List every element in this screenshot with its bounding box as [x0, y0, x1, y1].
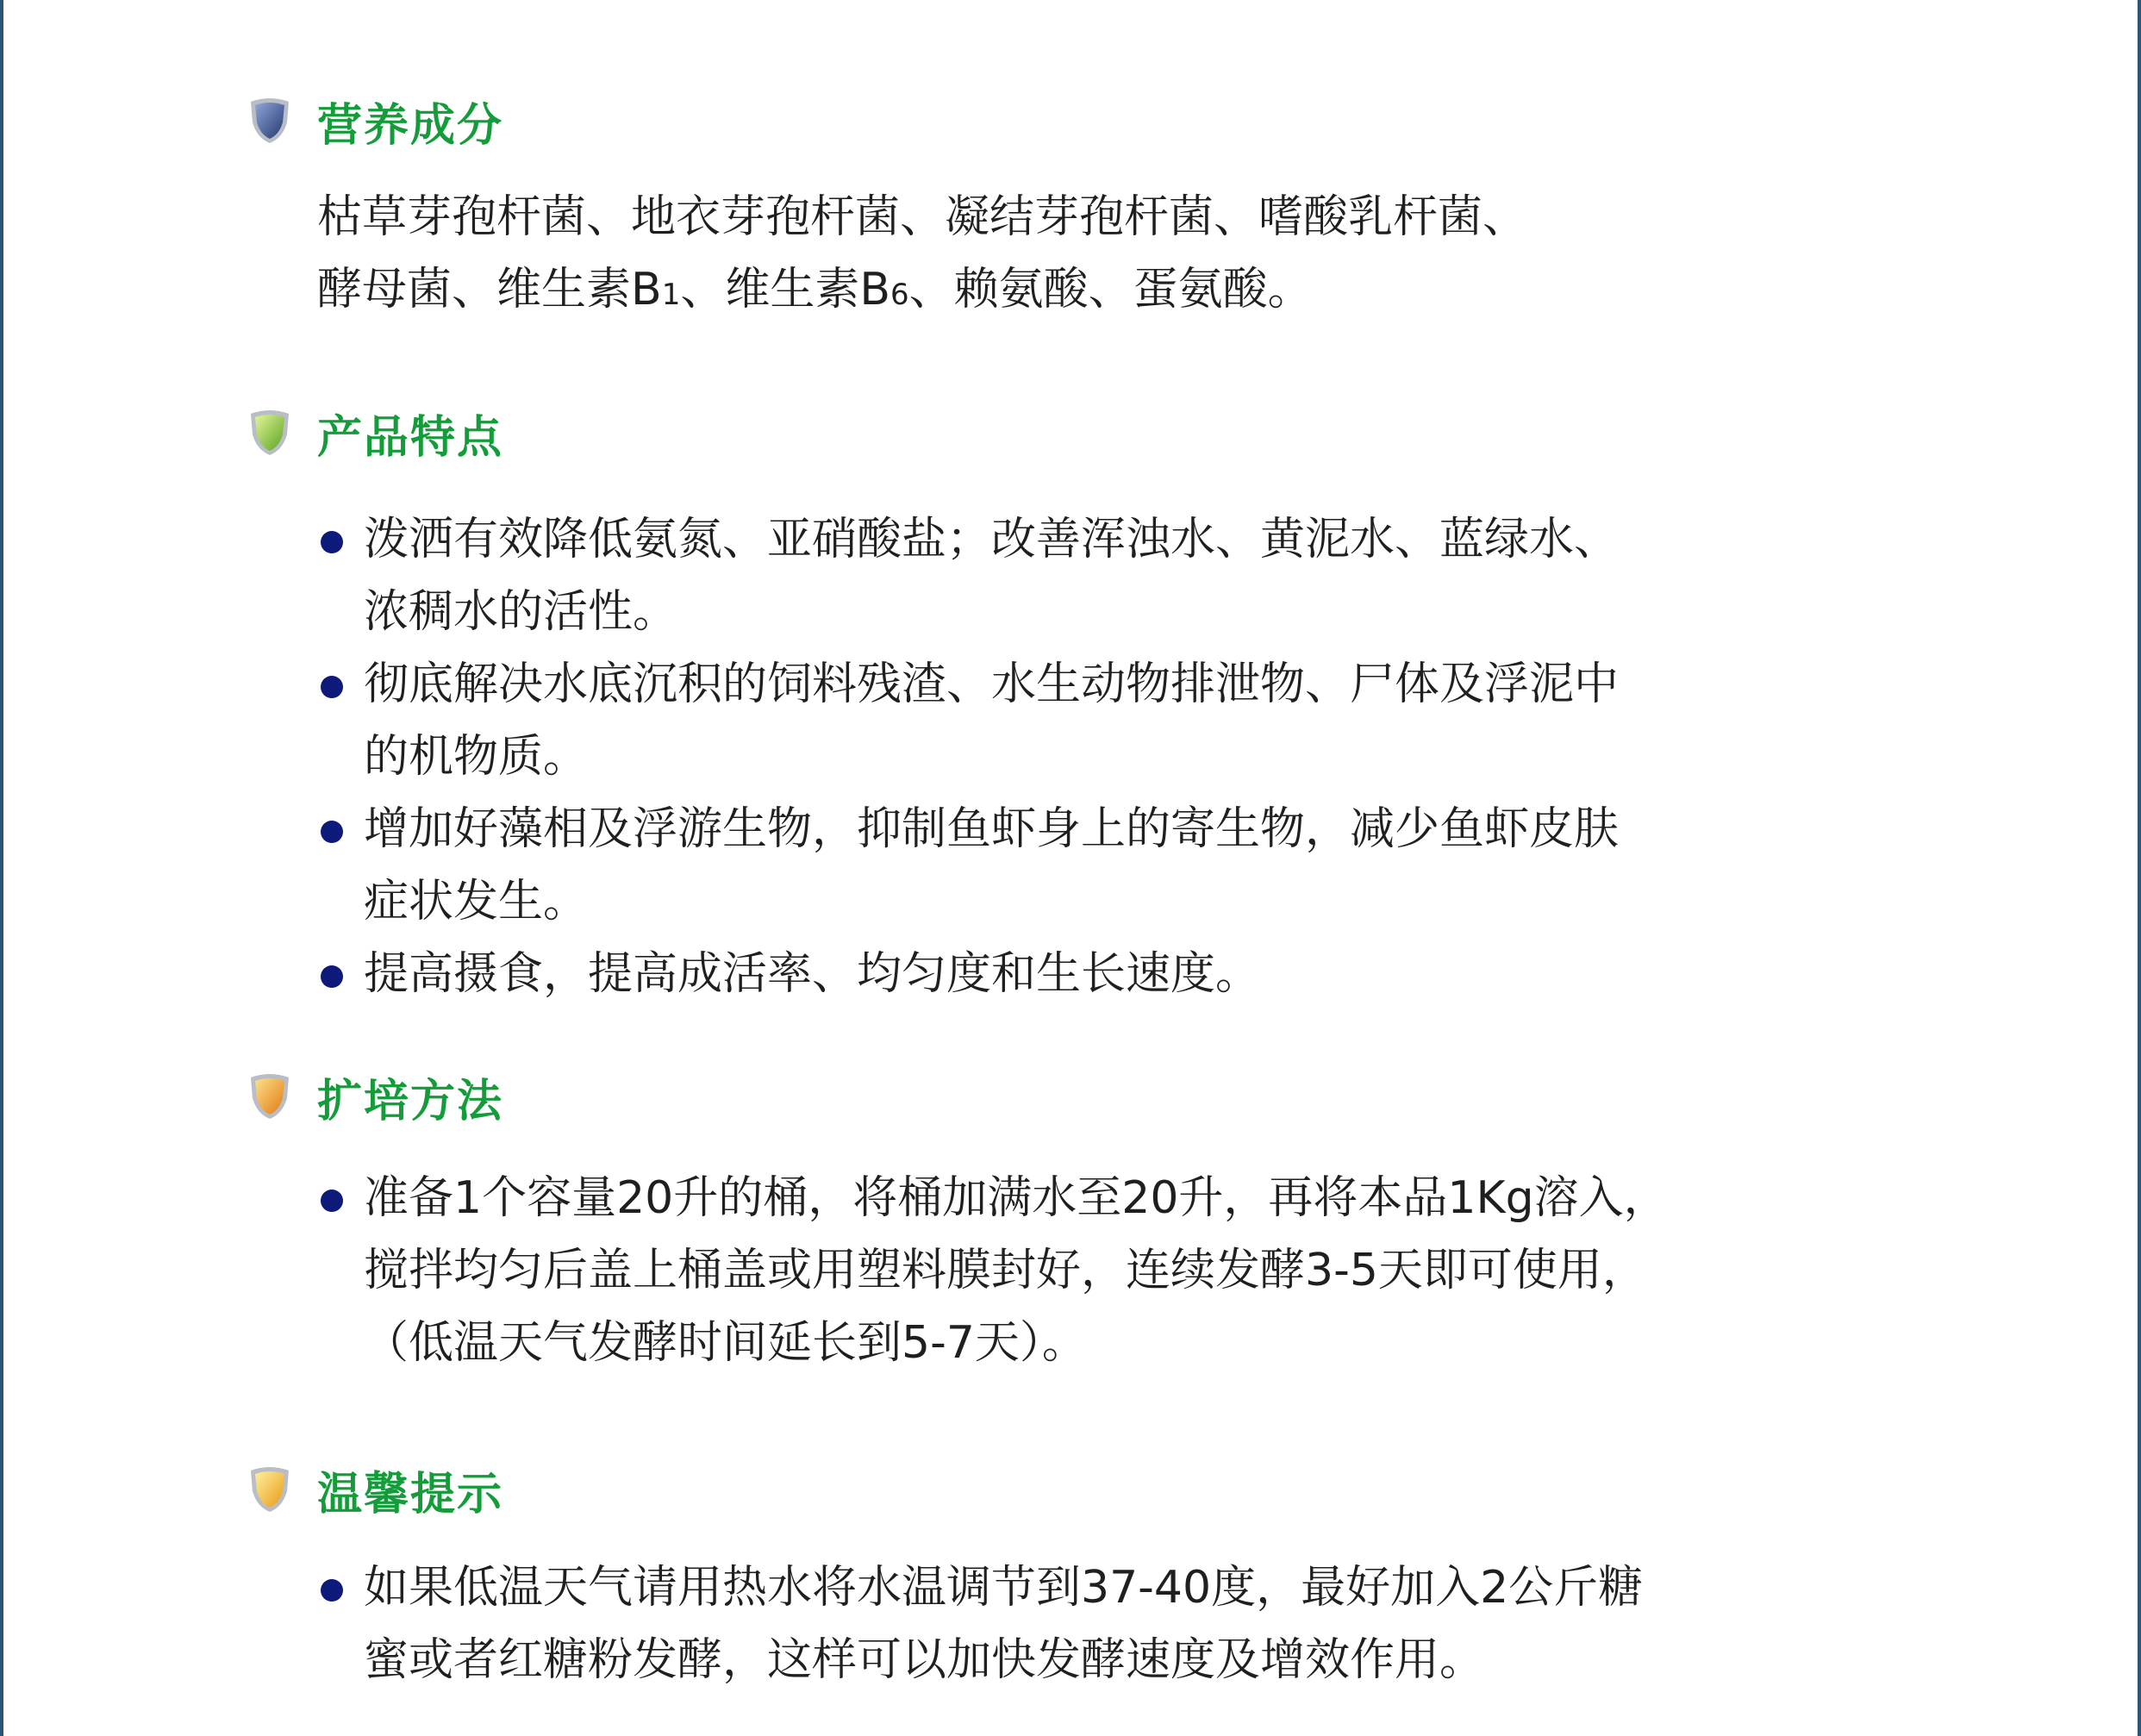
section-header-nutrition — [248, 86, 503, 155]
shield-icon — [248, 409, 291, 457]
bullet-icon — [321, 676, 343, 698]
section-title: 扩培方法 — [317, 1075, 504, 1127]
features-list — [317, 503, 1619, 1010]
list-item: 准备1个容量20升的桶，将桶加满水至20升，再将本品1Kg溶入， 搅拌均匀后盖上桶盖或用塑料膜封好，连续发酵3-5天即可使用， （低温天气发酵时间延长到5-7天）。 — [317, 1162, 1669, 1379]
method-list — [317, 1162, 1669, 1379]
bullet-icon — [321, 821, 343, 843]
section-header-method — [248, 1062, 503, 1131]
list-item: 如果低温天气请用热水将水温调节到37-40度，最好加入2公斤糖 蜜或者红糖粉发酵，这样可以加快发酵速度及增效作用。 — [317, 1552, 1643, 1696]
bullet-icon — [321, 1190, 343, 1212]
shield-icon — [248, 1465, 291, 1514]
bullet-icon — [321, 1579, 343, 1602]
left-border — [0, 0, 3, 1736]
nutrition-line-1: 枯草芽孢杆菌、地衣芽孢杆菌、凝结芽孢杆菌、嗜酸乳杆菌、 — [317, 191, 1528, 243]
tips-list — [317, 1552, 1643, 1696]
section-title: 温馨提示 — [317, 1468, 504, 1521]
nutrition-line-2: 酵母菌、维生素B1、维生素B6、赖氨酸、蛋氨酸。 — [317, 264, 1313, 315]
list-item: 彻底解决水底沉积的饲料残渣、水生动物排泄物、尸体及浮泥中 的机物质。 — [317, 648, 1619, 793]
section-title: 营养成分 — [317, 99, 504, 152]
nutrition-text — [317, 181, 1527, 331]
bullet-icon — [321, 965, 343, 988]
shield-icon — [248, 1072, 291, 1121]
bullet-icon — [321, 531, 343, 553]
shield-icon — [248, 97, 291, 145]
section-header-tips — [248, 1455, 503, 1524]
section-title: 产品特点 — [317, 411, 504, 464]
list-item: 提高摄食，提高成活率、均匀度和生长速度。 — [317, 938, 1619, 1010]
right-border — [2138, 0, 2141, 1736]
list-item: 增加好藻相及浮游生物，抑制鱼虾身上的寄生物，减少鱼虾皮肤 症状发生。 — [317, 793, 1619, 938]
section-header-features — [248, 398, 503, 467]
list-item: 泼洒有效降低氨氮、亚硝酸盐；改善浑浊水、黄泥水、蓝绿水、 浓稠水的活性。 — [317, 503, 1619, 648]
